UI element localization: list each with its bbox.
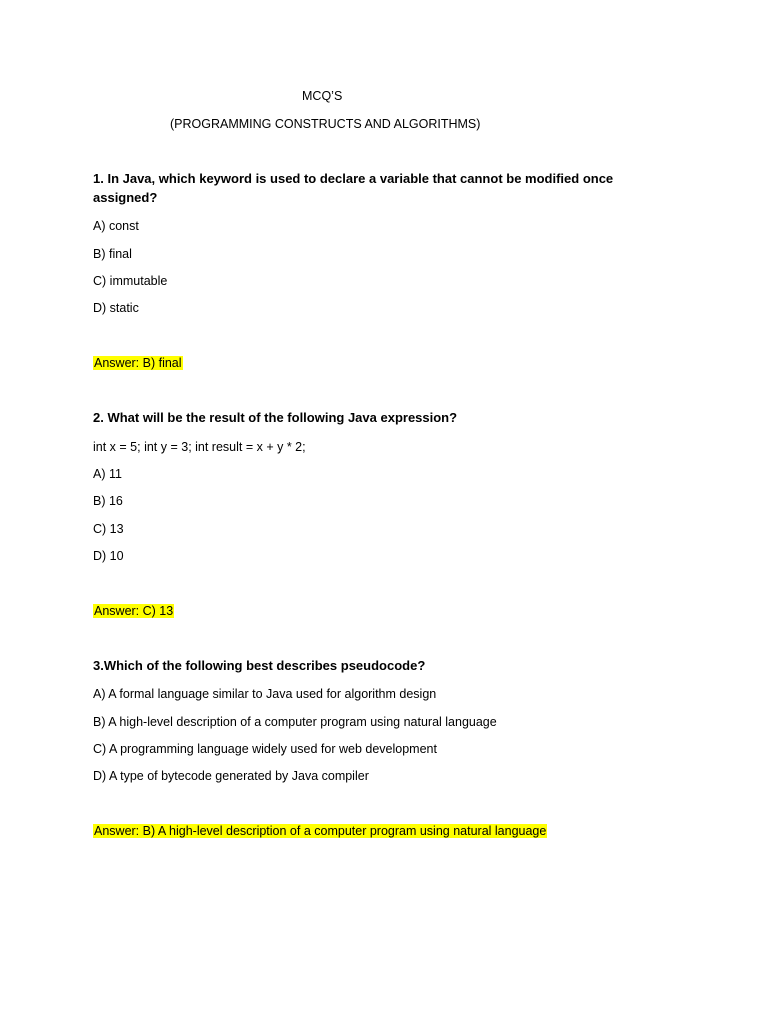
question-2-answer: Answer: C) 13 — [94, 604, 174, 618]
question-3-answer: Answer: B) A high-level description of a computer program using natural language — [94, 824, 547, 838]
question-3-option-b: B) A high-level description of a computer program using natural language — [93, 715, 497, 729]
question-3-option-a: A) A formal language similar to Java used for algorithm design — [93, 687, 437, 701]
question-3-text: 3.Which of the following best describes pseudocode? — [93, 658, 426, 673]
question-2-text: 2. What will be the result of the following Java expression? — [93, 410, 458, 425]
document-subtitle: (PROGRAMMING CONSTRUCTS AND ALGORITHMS) — [170, 117, 481, 131]
document-title: MCQ’S — [302, 89, 343, 103]
question-1-text: 1. In Java, which keyword is used to declare a variable that cannot be modified once assigned? — [93, 171, 614, 205]
question-1-option-b: B) final — [93, 247, 132, 261]
question-2-code: int x = 5; int y = 3; int result = x + y * 2; — [93, 440, 306, 454]
question-2-option-a: A) 11 — [93, 467, 122, 481]
question-1-option-d: D) static — [93, 301, 139, 315]
question-3-option-c: C) A programming language widely used for web development — [93, 742, 437, 756]
question-3-option-d: D) A type of bytecode generated by Java compiler — [93, 769, 369, 783]
question-2-option-b: B) 16 — [93, 494, 123, 508]
question-1-option-c: C) immutable — [93, 274, 168, 288]
question-1-answer: Answer: B) final — [94, 356, 182, 370]
question-2-option-c: C) 13 — [93, 522, 124, 536]
question-2-option-d: D) 10 — [93, 549, 124, 563]
question-1-option-a: A) const — [93, 219, 139, 233]
